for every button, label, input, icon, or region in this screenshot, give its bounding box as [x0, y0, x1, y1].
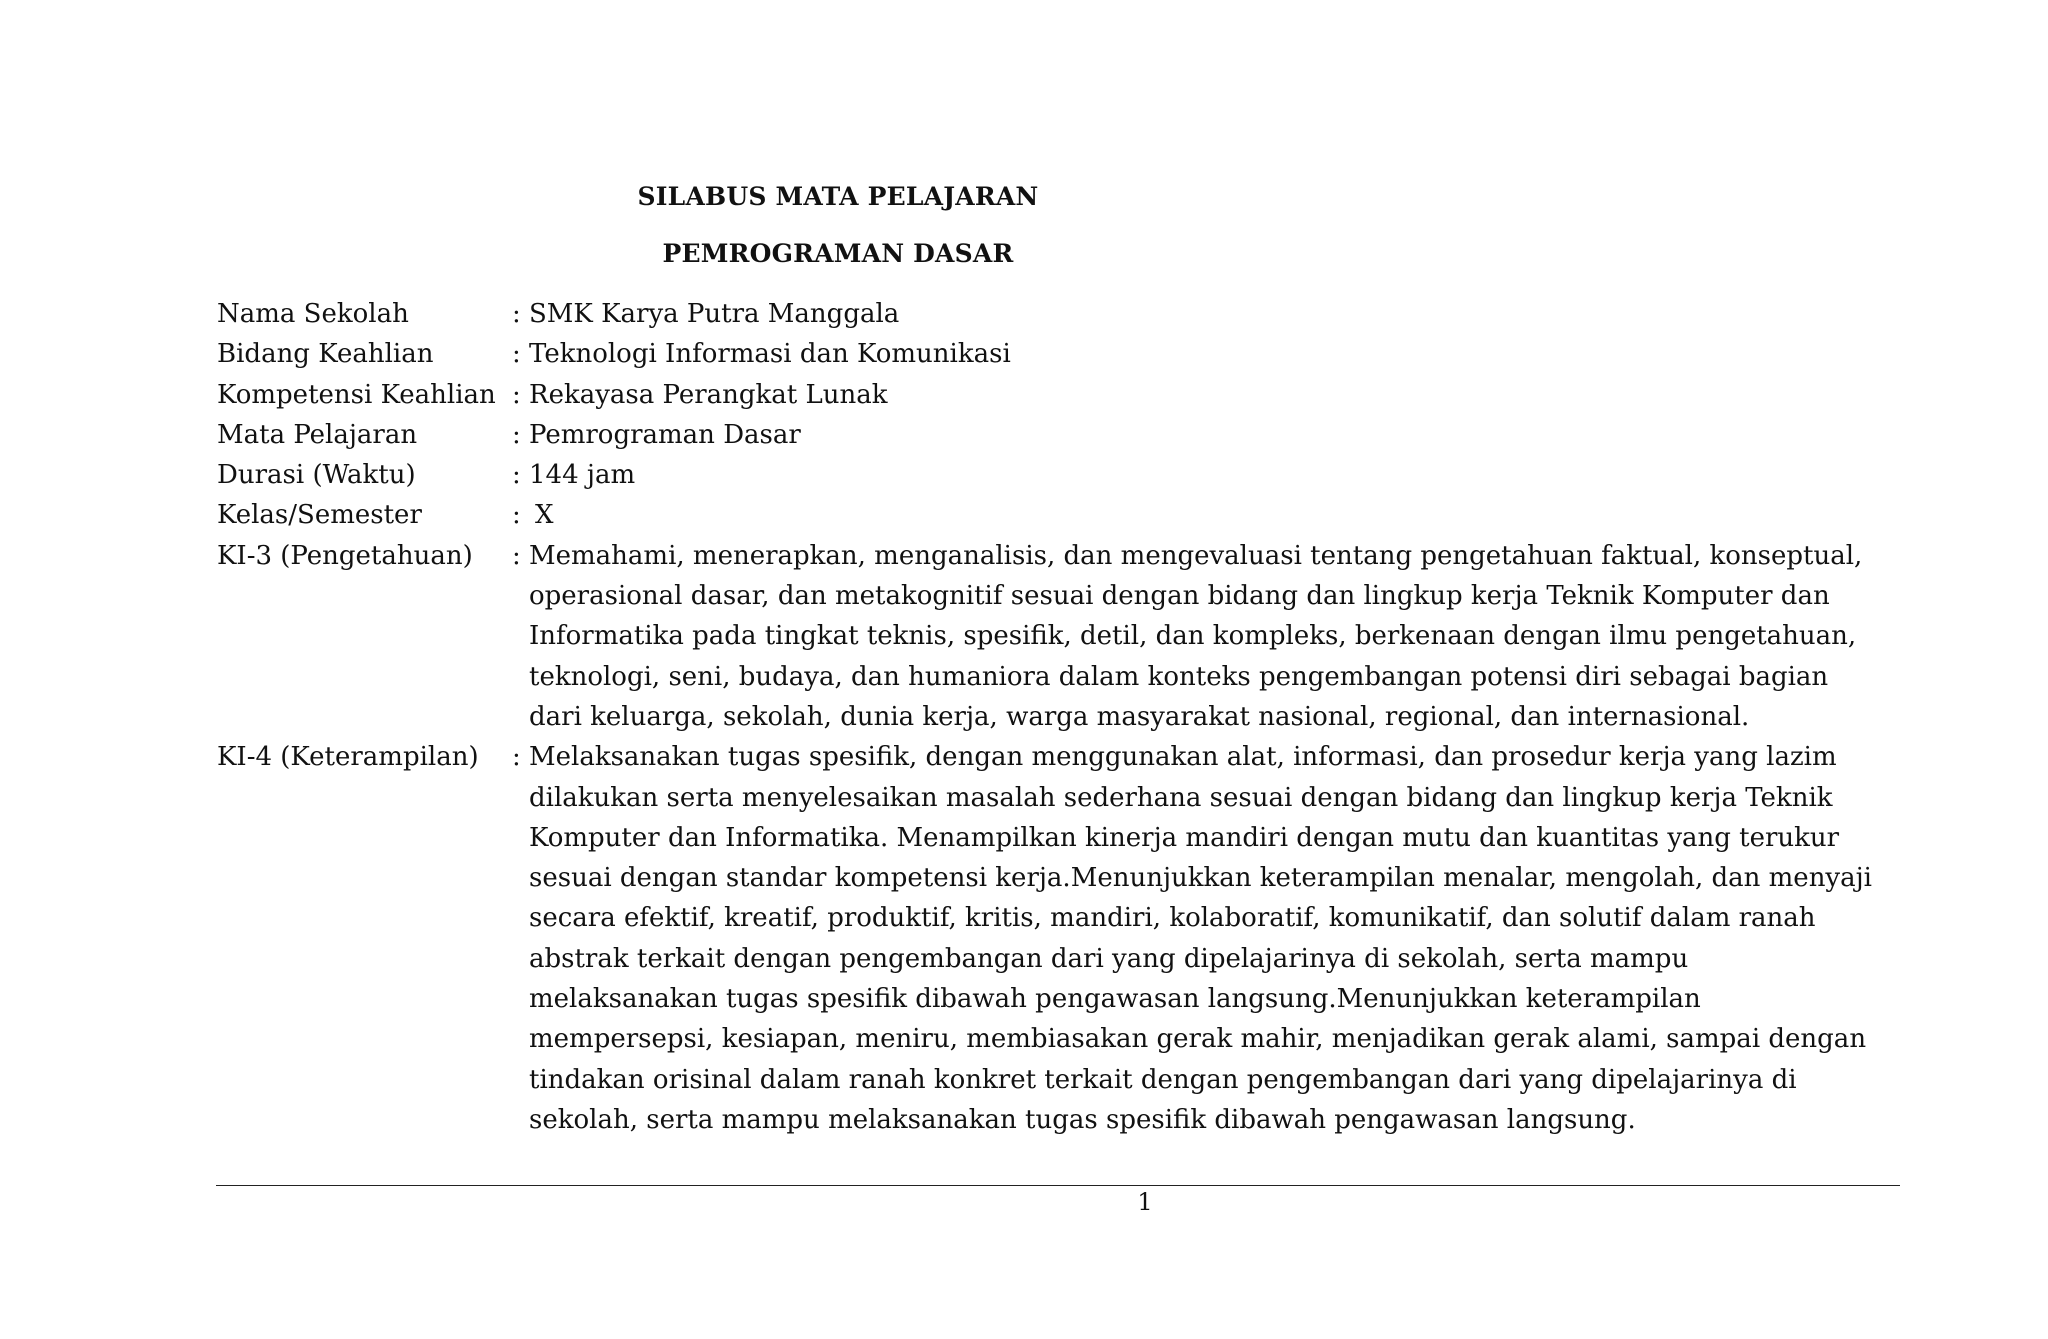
field-value: Rekayasa Perangkat Lunak	[529, 379, 888, 410]
syllabus-info-list	[217, 294, 1877, 1140]
field-separator: :	[512, 500, 521, 531]
field-separator: :	[512, 419, 521, 450]
page-number: 1	[1137, 1188, 1153, 1216]
field-value: X	[535, 500, 554, 531]
field-value-paragraph: Melaksanakan tugas spesifik, dengan menggunakan alat, informasi, dan prosedur kerja yang lazim dilakukan serta menyelesaikan masalah sederhana sesuai dengan bidang dan lingkup kerja Teknik Komputer dan Informatika. Menampilkan kinerja mandiri dengan mutu dan kuantitas yang terukur sesuai dengan standar kompetensi kerja.Menunjukkan keterampilan menalar, mengolah, dan menyaji secara efektif, kreatif, produktif, kritis, mandiri, kolaboratif, komunikatif, dan solutif dalam ranah abstrak terkait dengan pengembangan dari yang dipelajarinya di sekolah, serta mampu melaksanakan tugas spesifik dibawah pengawasan langsung.Menunjukkan keterampilan mempersepsi, kesiapan, meniru, membiasakan gerak mahir, menjadikan gerak alami, sampai dengan tindakan orisinal dalam ranah konkret terkait dengan pengembangan dari yang dipelajarinya di sekolah, serta mampu melaksanakan tugas spesifik dibawah pengawasan langsung.	[529, 742, 1872, 1135]
field-label: Bidang Keahlian	[217, 339, 434, 370]
field-value: SMK Karya Putra Manggala	[529, 299, 900, 329]
field-row-ki-3	[217, 536, 1877, 737]
field-label: Durasi (Waktu)	[217, 460, 416, 491]
field-row-mata-pelajaran	[217, 415, 1877, 455]
field-separator: :	[512, 540, 521, 571]
field-value-paragraph: Memahami, menerapkan, menganalisis, dan mengevaluasi tentang pengetahuan faktual, konseptual, operasional dasar, dan metakognitif sesuai dengan bidang dan lingkup kerja Teknik Komputer dan Informatika pada tingkat teknis, spesifik, detil, dan kompleks, berkenaan dengan ilmu pengetahuan, teknologi, seni, budaya, dan humaniora dalam konteks pengembangan potensi diri sebagai bagian dari keluarga, sekolah, dunia kerja, warga masyarakat nasional, regional, dan internasional.	[529, 540, 1863, 732]
field-label: Mata Pelajaran	[217, 419, 418, 450]
field-value: Pemrograman Dasar	[529, 419, 801, 450]
field-separator: :	[512, 742, 521, 773]
field-separator: :	[512, 460, 521, 491]
field-label: Kelas/Semester	[217, 500, 422, 531]
field-row-bidang-keahlian	[217, 334, 1877, 374]
field-row-nama-sekolah	[217, 294, 1877, 334]
field-row-durasi	[217, 455, 1877, 495]
field-label: Kompetensi Keahlian	[217, 379, 496, 410]
field-row-ki-4	[217, 737, 1877, 1140]
field-separator: :	[512, 379, 521, 410]
field-label: KI-3 (Pengetahuan)	[217, 540, 473, 571]
field-value: Teknologi Informasi dan Komunikasi	[529, 339, 1011, 370]
document-subtitle: PEMROGRAMAN DASAR	[662, 239, 1014, 268]
field-separator: :	[512, 339, 521, 370]
field-label: Nama Sekolah	[217, 299, 409, 329]
field-row-kompetensi-keahlian	[217, 375, 1877, 415]
field-separator: :	[512, 299, 521, 329]
footer-divider	[216, 1185, 1900, 1186]
field-row-kelas-semester	[217, 495, 1877, 535]
document-title: SILABUS MATA PELAJARAN	[637, 182, 1039, 211]
field-label: KI-4 (Keterampilan)	[217, 742, 479, 773]
field-value: 144 jam	[529, 460, 636, 491]
